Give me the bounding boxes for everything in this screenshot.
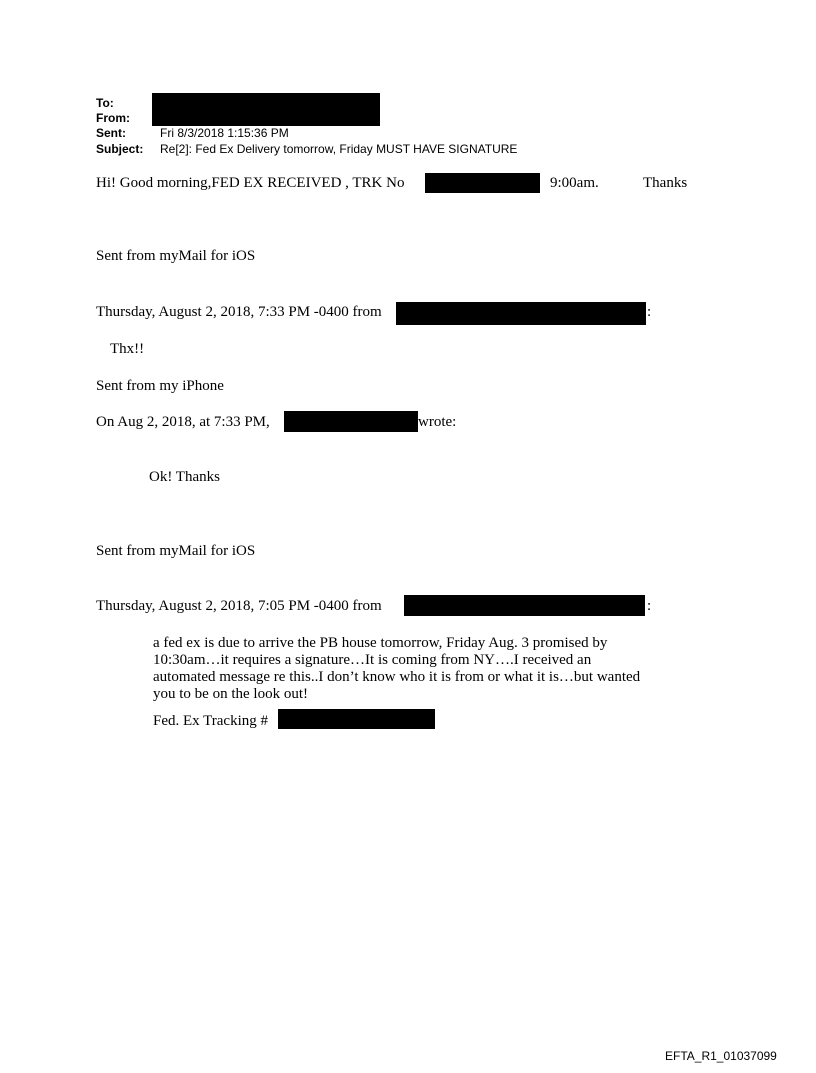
subject-value: Re[2]: Fed Ex Delivery tomorrow, Friday MUST HAVE SIGNATURE [160, 142, 518, 156]
sent-value: Fri 8/3/2018 1:15:36 PM [160, 126, 289, 140]
thx-text: Thx!! [110, 341, 145, 357]
original-message-body: a fed ex is due to arrive the PB house tomorrow, Friday Aug. 3 promised by 10:30am…it requires a signature…It is coming from NY….I received an automated message re this..I don’t know who it is from or what it is…but wanted you to be on the look out! [153, 635, 641, 702]
reply-line-time: 9:00am. [550, 175, 599, 191]
redaction-sender-2 [404, 595, 645, 616]
to-label: To: [96, 96, 114, 110]
quote-header-2: Thursday, August 2, 2018, 7:05 PM -0400 from [96, 598, 382, 614]
redaction-tracking-number-2 [278, 709, 435, 729]
signature-mymail-1: Sent from myMail for iOS [96, 248, 256, 264]
tracking-label: Fed. Ex Tracking # [153, 713, 269, 729]
signature-mymail-2: Sent from myMail for iOS [96, 543, 256, 559]
sent-label: Sent: [96, 126, 126, 140]
quote-header-1-tail: : [647, 304, 652, 320]
wrote-text: wrote: [418, 414, 457, 430]
redaction-sender-1 [396, 302, 646, 325]
reply-line-thanks: Thanks [643, 175, 688, 191]
redaction-to-from [152, 93, 380, 126]
subject-label: Subject: [96, 142, 144, 156]
document-id: EFTA_R1_01037099 [665, 1049, 777, 1063]
redaction-tracking-number [425, 173, 540, 193]
quote-header-1: Thursday, August 2, 2018, 7:33 PM -0400 from [96, 304, 382, 320]
quote-header-2-tail: : [647, 598, 652, 614]
signature-iphone: Sent from my iPhone [96, 378, 224, 394]
redaction-writer [284, 411, 418, 432]
on-date-line: On Aug 2, 2018, at 7:33 PM, [96, 414, 270, 430]
from-label: From: [96, 111, 130, 125]
reply-line-start: Hi! Good morning,FED EX RECEIVED , TRK No [96, 175, 405, 191]
ok-thanks-text: Ok! Thanks [149, 469, 220, 485]
